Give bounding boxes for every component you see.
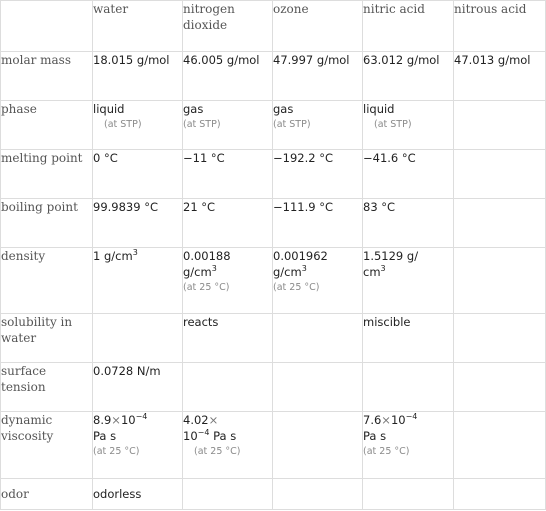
density-nitric-acid-unit-exp: 3 bbox=[380, 264, 386, 273]
surface-tension-nitrogen-dioxide bbox=[183, 363, 273, 412]
boiling-point-water: 99.9839 °C bbox=[93, 199, 183, 248]
odor-nitrogen-dioxide bbox=[183, 479, 273, 510]
row-label-dynamic-viscosity: dynamic viscosity bbox=[1, 412, 93, 479]
viscosity-water-exp: −4 bbox=[135, 412, 148, 421]
viscosity-nitric-acid-times: × bbox=[381, 413, 391, 427]
phase-nitrogen-dioxide bbox=[183, 101, 273, 150]
phase-nitric-acid-note: (at STP) bbox=[374, 119, 412, 130]
boiling-point-nitrogen-dioxide: 21 °C bbox=[183, 199, 273, 248]
row-label-density: density bbox=[1, 248, 93, 314]
viscosity-water-note: (at 25 °C) bbox=[93, 446, 140, 457]
density-nitric-acid-unit-a: g/ bbox=[406, 249, 419, 263]
row-label-phase: phase bbox=[1, 101, 93, 150]
row-label-molar-mass: molar mass bbox=[1, 52, 93, 101]
row-molar-mass bbox=[1, 52, 546, 101]
molar-mass-nitrous-acid: 47.013 g/mol bbox=[454, 52, 546, 101]
density-nitric-acid-value: 1.5129 bbox=[363, 249, 404, 263]
melting-point-ozone: −192.2 °C bbox=[273, 150, 363, 199]
molar-mass-nitric-acid: 63.012 g/mol bbox=[363, 52, 454, 101]
row-label-melting-point: melting point bbox=[1, 150, 93, 199]
column-header-ozone: ozone bbox=[273, 1, 363, 52]
viscosity-nitric-acid bbox=[363, 412, 454, 479]
density-ozone-value: 0.001962 bbox=[273, 249, 328, 263]
row-label-solubility: solubility in water bbox=[1, 314, 93, 363]
row-label-boiling-point: boiling point bbox=[1, 199, 93, 248]
density-water bbox=[93, 248, 183, 314]
viscosity-nitrogen-dioxide-note: (at 25 °C) bbox=[194, 446, 241, 457]
corner-cell bbox=[1, 1, 93, 52]
density-water-value: 1 bbox=[93, 249, 101, 263]
column-header-water: water bbox=[93, 1, 183, 52]
density-water-unit-exp: 3 bbox=[132, 248, 138, 257]
row-melting-point bbox=[1, 150, 546, 199]
row-dynamic-viscosity bbox=[1, 412, 546, 479]
column-header-nitrogen-dioxide: nitrogen dioxide bbox=[183, 1, 273, 52]
density-nitrogen-dioxide-note: (at 25 °C) bbox=[183, 282, 230, 293]
row-label-odor: odor bbox=[1, 479, 93, 510]
surface-tension-nitrous-acid bbox=[454, 363, 546, 412]
molar-mass-nitrogen-dioxide: 46.005 g/mol bbox=[183, 52, 273, 101]
phase-nitric-acid bbox=[363, 101, 454, 150]
density-ozone-note: (at 25 °C) bbox=[273, 282, 320, 293]
melting-point-nitrogen-dioxide: −11 °C bbox=[183, 150, 273, 199]
phase-water bbox=[93, 101, 183, 150]
phase-water-value: liquid bbox=[93, 102, 125, 116]
phase-nitrogen-dioxide-note: (at STP) bbox=[183, 119, 221, 130]
odor-nitrous-acid bbox=[454, 479, 546, 510]
viscosity-nitric-acid-unit: Pa s bbox=[363, 429, 387, 443]
viscosity-water-unit: Pa s bbox=[93, 429, 117, 443]
phase-ozone-value: gas bbox=[273, 102, 294, 116]
phase-ozone-note: (at STP) bbox=[273, 119, 311, 130]
viscosity-water-times: × bbox=[111, 413, 121, 427]
odor-water: odorless bbox=[93, 479, 183, 510]
melting-point-nitrous-acid bbox=[454, 150, 546, 199]
viscosity-nitric-acid-base: 10 bbox=[390, 413, 406, 427]
density-nitrogen-dioxide bbox=[183, 248, 273, 314]
viscosity-ozone bbox=[273, 412, 363, 479]
viscosity-nitrogen-dioxide bbox=[183, 412, 273, 479]
melting-point-water: 0 °C bbox=[93, 150, 183, 199]
molar-mass-ozone: 47.997 g/mol bbox=[273, 52, 363, 101]
solubility-ozone bbox=[273, 314, 363, 363]
row-odor bbox=[1, 479, 546, 510]
row-phase bbox=[1, 101, 546, 150]
row-surface-tension bbox=[1, 363, 546, 412]
boiling-point-nitric-acid: 83 °C bbox=[363, 199, 454, 248]
viscosity-water bbox=[93, 412, 183, 479]
surface-tension-ozone bbox=[273, 363, 363, 412]
phase-ozone bbox=[273, 101, 363, 150]
density-nitrogen-dioxide-unit: g/cm bbox=[183, 265, 212, 279]
phase-nitrous-acid bbox=[454, 101, 546, 150]
solubility-nitrous-acid bbox=[454, 314, 546, 363]
density-ozone-unit-exp: 3 bbox=[301, 264, 307, 273]
density-nitric-acid: 1.5129 g/ $cm^3$ bbox=[363, 248, 454, 314]
viscosity-nitric-acid-note: (at 25 °C) bbox=[363, 446, 410, 457]
column-header-nitrous-acid: nitrous acid bbox=[454, 1, 546, 52]
solubility-nitric-acid: miscible bbox=[363, 314, 454, 363]
boiling-point-ozone: −111.9 °C bbox=[273, 199, 363, 248]
surface-tension-water: 0.0728 N/m bbox=[93, 363, 183, 412]
row-label-surface-tension: surface tension bbox=[1, 363, 93, 412]
boiling-point-nitrous-acid bbox=[454, 199, 546, 248]
viscosity-nitrogen-dioxide-exp: −4 bbox=[197, 428, 210, 437]
viscosity-nitric-acid-exp: −4 bbox=[405, 412, 418, 421]
row-solubility bbox=[1, 314, 546, 363]
density-water-unit: g/cm bbox=[103, 249, 133, 263]
odor-nitric-acid bbox=[363, 479, 454, 510]
viscosity-nitrogen-dioxide-times: × bbox=[208, 413, 219, 427]
header-row bbox=[1, 1, 546, 52]
melting-point-nitric-acid: −41.6 °C bbox=[363, 150, 454, 199]
odor-ozone bbox=[273, 479, 363, 510]
solubility-water bbox=[93, 314, 183, 363]
row-boiling-point bbox=[1, 199, 546, 248]
density-ozone-unit: g/cm bbox=[273, 265, 302, 279]
viscosity-water-base: 10 bbox=[120, 413, 136, 427]
density-nitrogen-dioxide-value: 0.00188 bbox=[183, 249, 231, 263]
surface-tension-nitric-acid bbox=[363, 363, 454, 412]
column-header-nitric-acid: nitric acid bbox=[363, 1, 454, 52]
solubility-nitrogen-dioxide: reacts bbox=[183, 314, 273, 363]
row-density bbox=[1, 248, 546, 314]
viscosity-nitrogen-dioxide-base: 10 bbox=[183, 429, 198, 443]
phase-water-note: (at STP) bbox=[104, 119, 142, 130]
density-nitrogen-dioxide-unit-exp: 3 bbox=[211, 264, 217, 273]
density-nitrous-acid bbox=[454, 248, 546, 314]
phase-nitrogen-dioxide-value: gas bbox=[183, 102, 204, 116]
density-ozone bbox=[273, 248, 363, 314]
viscosity-nitrogen-dioxide-mantissa: 4.02 bbox=[183, 413, 209, 427]
phase-nitric-acid-value: liquid bbox=[363, 102, 395, 116]
viscosity-nitric-acid-mantissa: 7.6 bbox=[363, 413, 382, 427]
viscosity-water-mantissa: 8.9 bbox=[93, 413, 112, 427]
viscosity-nitrous-acid bbox=[454, 412, 546, 479]
viscosity-nitrogen-dioxide-unit: Pa s bbox=[213, 429, 237, 443]
molar-mass-water: 18.015 g/mol bbox=[93, 52, 183, 101]
